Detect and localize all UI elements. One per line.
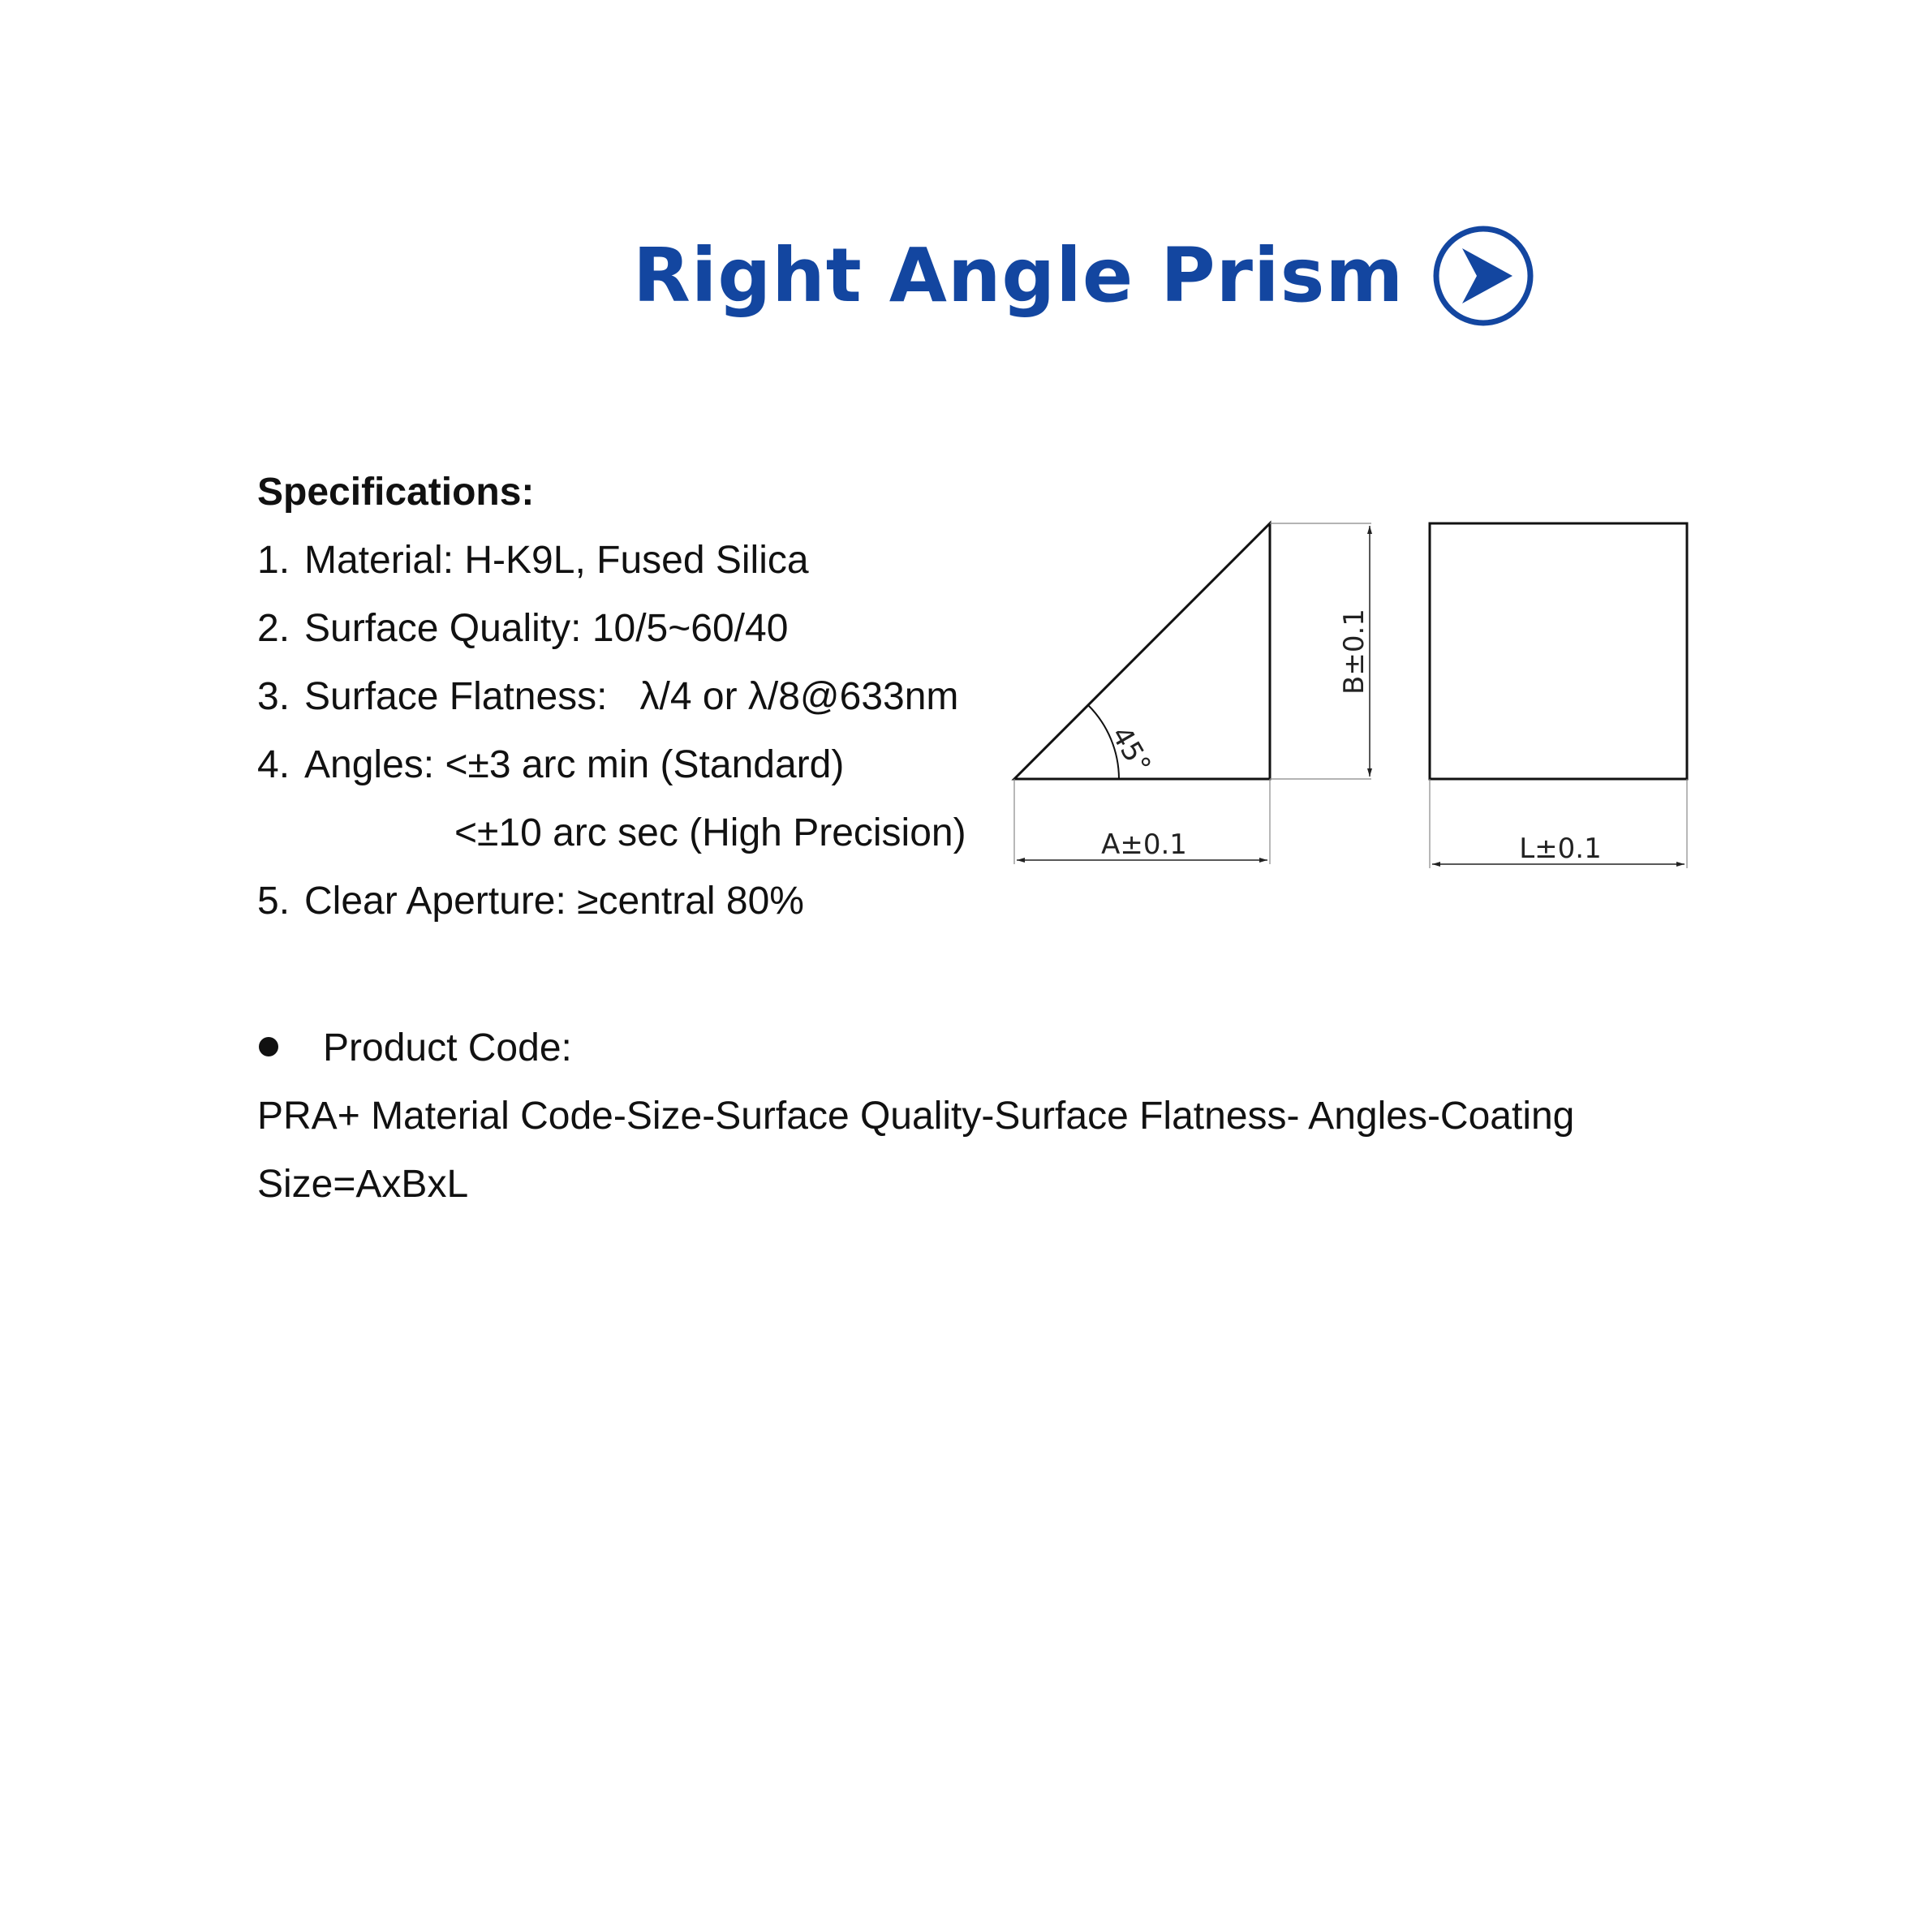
spec-item-number: 1.: [257, 539, 290, 582]
spec-item-number: 3.: [257, 675, 290, 718]
specifications-section: [257, 458, 966, 936]
prism-drawing-svg: [998, 503, 1712, 876]
spec-item-label: Surface Flatness:: [304, 675, 608, 718]
spec-item-text: Surface Quality: 10/5~60/40: [304, 607, 789, 650]
bullet-icon: [259, 1037, 278, 1056]
angle-label: 45°: [1104, 721, 1157, 780]
dimension-label-a: A±0.1: [1101, 828, 1187, 861]
product-code-heading: [257, 1014, 1574, 1082]
spec-item-text: Angles: <±3 arc min (Standard): [304, 743, 845, 786]
page-title: Right Angle Prism: [633, 232, 1405, 319]
product-code-label: Product Code:: [323, 1026, 572, 1069]
spec-item-number: 5.: [257, 880, 290, 923]
spec-item-surface-quality: [257, 595, 966, 663]
spec-item-value: λ/4 or λ/8@633nm: [639, 675, 959, 718]
spec-item-clear-aperture: [257, 867, 966, 936]
page-header: [633, 219, 1535, 333]
spec-item-angles-precision: [257, 799, 966, 867]
spec-item-text: <±10 arc sec (High Precision): [454, 811, 966, 854]
spec-item-number: 4.: [257, 743, 290, 786]
specifications-heading: Specifications:: [257, 471, 535, 514]
spec-item-surface-flatness: [257, 663, 966, 731]
dimension-label-b: B±0.1: [1338, 609, 1370, 695]
prism-drawing: [998, 503, 1712, 876]
spec-item-angles: [257, 731, 966, 799]
spec-item-number: 2.: [257, 607, 290, 650]
product-code-section: [257, 1014, 1574, 1219]
play-arrow-circle-icon: [1431, 224, 1535, 328]
product-code-formula: PRA+ Material Code-Size-Surface Quality-Surface Flatness- Angles-Coating: [257, 1095, 1575, 1138]
spec-item-text: Material: H-K9L, Fused Silica: [304, 539, 809, 582]
product-code-size: Size=AxBxL: [257, 1163, 469, 1206]
spec-item-material: [257, 527, 966, 595]
spec-item-text: Clear Aperture: ≥central 80%: [304, 880, 804, 923]
prism-square-outline: [1430, 523, 1687, 779]
dimension-label-l: L±0.1: [1519, 833, 1602, 865]
